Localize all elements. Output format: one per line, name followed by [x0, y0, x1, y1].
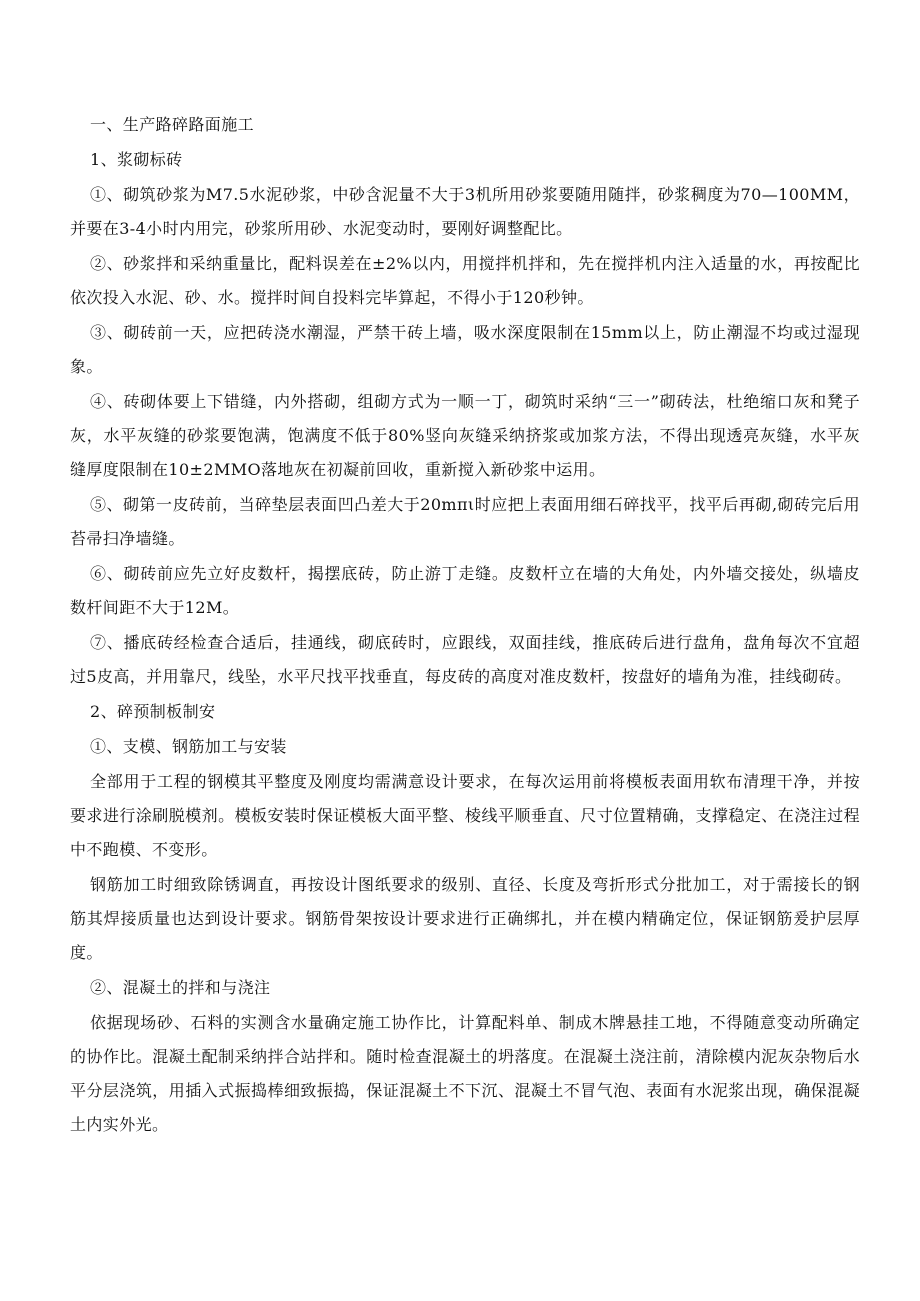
paragraph-item-2: ②、砂浆拌和采纳重量比，配料误差在±2%以内，用搅拌机拌和，先在搅拌机内注入适量的水，再按配比依次投入水泥、砂、水。搅拌时间自投料完毕算起，不得小于120秒钟。	[70, 254, 860, 307]
document-body	[70, 108, 860, 1143]
sub-item-title-1: ①、支模、钢筋加工与安装	[90, 737, 287, 756]
paragraph-item-3: ③、砌砖前一天，应把砖浇水潮湿，严禁干砖上墙，吸水深度限制在15mm以上，防止潮湿不均或过湿现象。	[70, 323, 860, 376]
paragraph-concrete: 依据现场砂、石料的实测含水量确定施工协作比，计算配料单、制成木牌悬挂工地，不得随意变动所确定的协作比。混凝土配制采纳拌合站拌和。随时检查混凝土的坍落度。在混凝土浇注前，清除模内泥灰杂物后水平分层浇筑，用插入式振捣棒细致振捣，保证混凝土不下沉、混凝土不冒气泡、表面有水泥浆出现，确保混凝土内实外光。	[70, 1013, 860, 1134]
paragraph-rebar: 钢筋加工时细致除锈调直，再按设计图纸要求的级别、直径、长度及弯折形式分批加工，对于需接长的钢筋其焊接质量也达到设计要求。钢筋骨架按设计要求进行正确绑扎，并在模内精确定位，保证钢筋爰护层厚度。	[70, 875, 860, 962]
paragraph-item-5: ⑤、砌第一皮砖前，当碎垫层表面凹凸差大于20mπι时应把上表面用细石碎找平，找平后再砌,砌砖完后用苔帚扫净墙缝。	[70, 495, 860, 548]
paragraph-item-4: ④、砖砌体要上下错缝，内外搭砌，组砌方式为一顺一丁，砌筑时采纳“三一”砌砖法，杜绝缩口灰和凳子灰，水平灰缝的砂浆要饱满，饱满度不低于80%竖向灰缝采纳挤浆或加浆方法，不得出现透亮灰缝，水平灰缝厚度限制在10±2MMO落地灰在初凝前回收，重新搅入新砂浆中运用。	[70, 392, 860, 479]
paragraph-item-1: ①、砌筑砂浆为M7.5水泥砂浆，中砂含泥量不大于3机所用砂浆要随用随拌，砂浆稠度为70—100MM，并要在3-4小时内用完，砂浆所用砂、水泥变动时，要刚好调整配比。	[70, 185, 860, 238]
paragraph-item-7: ⑦、播底砖经检查合适后，挂通线，砌底砖时，应跟线，双面挂线，推底砖后进行盘角，盘角每次不宜超过5皮高，并用靠尺，线坠，水平尺找平找垂直，每皮砖的高度对准皮数杆，按盘好的墙角为准，挂线砌砖。	[70, 633, 860, 686]
section-heading: 一、生产路碎路面施工	[90, 115, 255, 134]
sub-item-title-2: ②、混凝土的拌和与浇注	[90, 978, 271, 997]
subsection-heading-2: 2、碎预制板制安	[90, 702, 216, 721]
paragraph-item-6: ⑥、砌砖前应先立好皮数杆，揭摆底砖，防止游丁走缝。皮数杆立在墙的大角处，内外墙交接处，纵墙皮数杆间距不大于12M。	[70, 564, 860, 617]
subsection-heading-1: 1、浆砌标砖	[90, 150, 183, 169]
paragraph-formwork: 全部用于工程的钢模其平整度及刚度均需满意设计要求，在每次运用前将模板表面用软布清理干净，并按要求进行涂刷脱模剂。模板安装时保证模板大面平整、棱线平顺垂直、尺寸位置精确，支撑稳定、在浇注过程中不跑模、不变形。	[70, 772, 860, 859]
